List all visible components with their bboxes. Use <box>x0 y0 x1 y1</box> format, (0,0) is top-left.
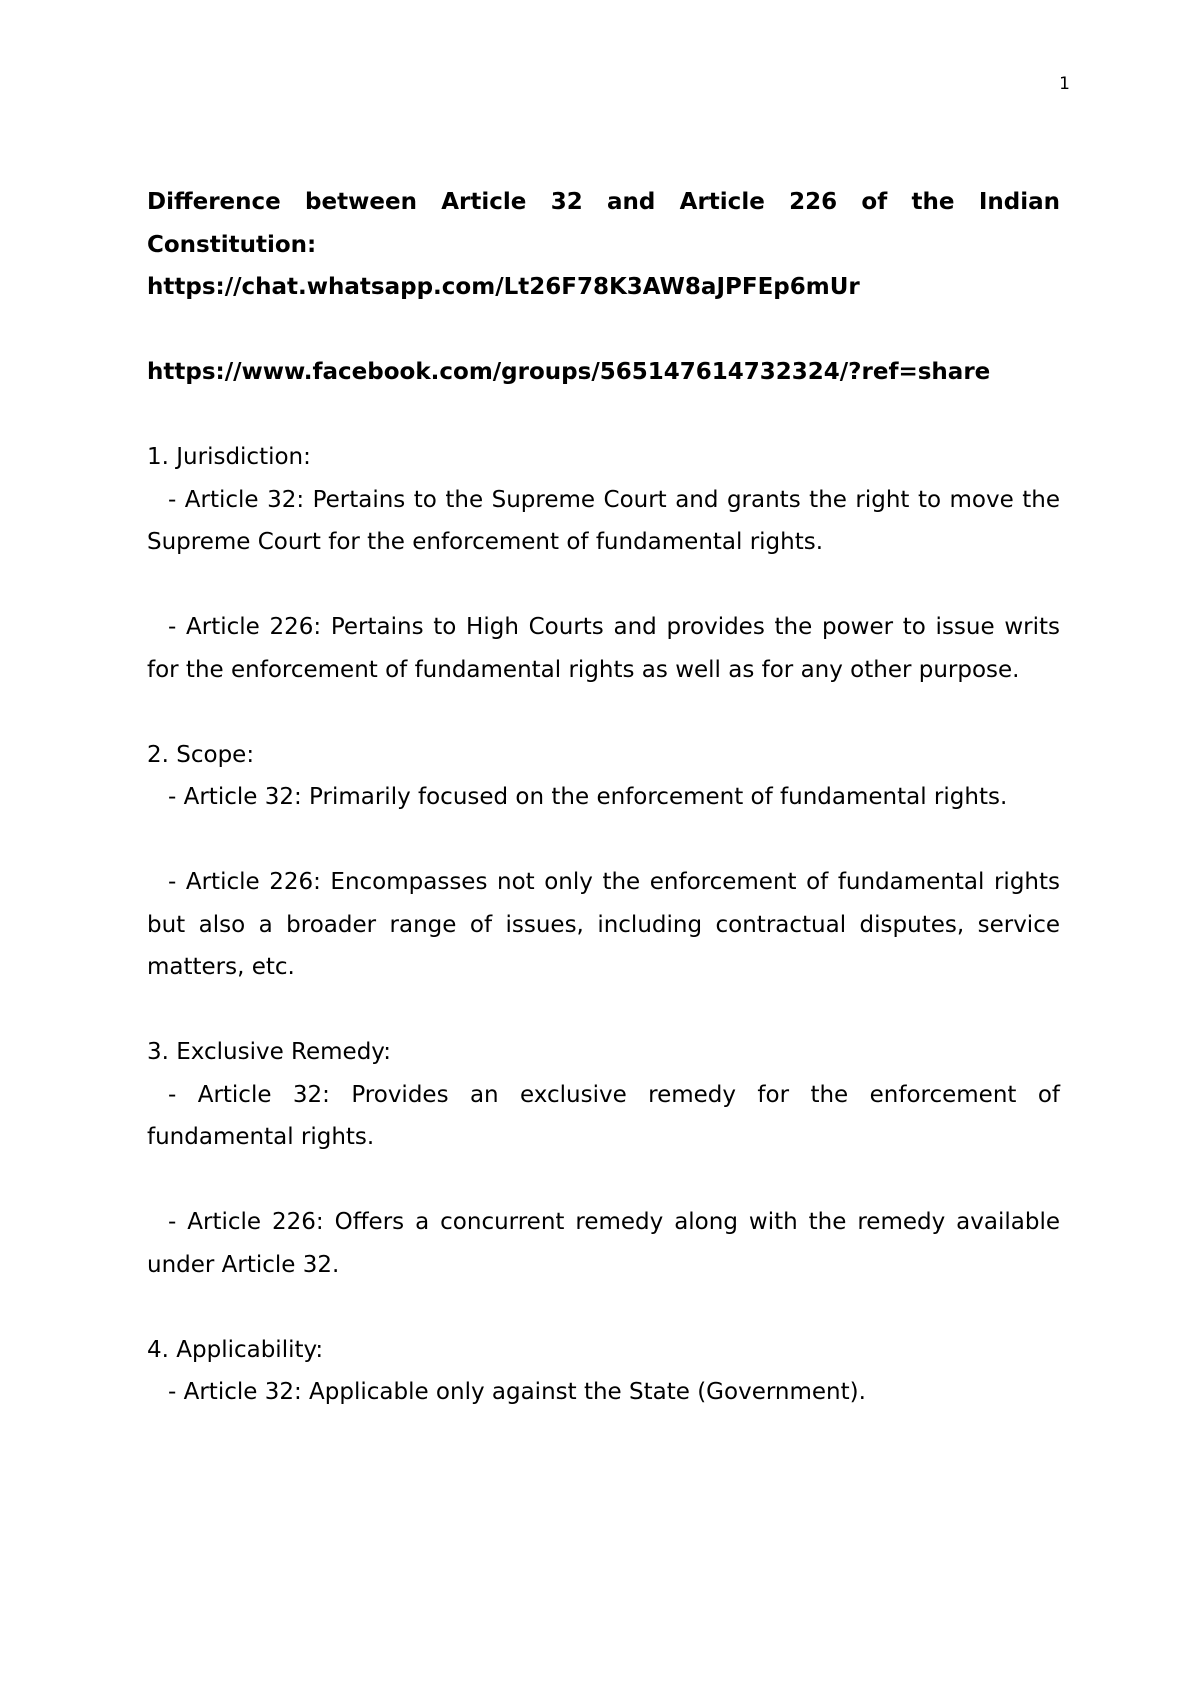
section-heading-scope: 2. Scope: <box>147 741 255 768</box>
list-item: - Article 226: Offers a concurrent remedy along with the remedy available under Article 32. <box>147 1209 1060 1278</box>
document-body <box>147 181 1060 1414</box>
list-item: - Article 226: Encompasses not only the enforcement of fundamental rights but also a broader range of issues, including contractual disputes, service matters, etc. <box>147 869 1060 980</box>
list-item: - Article 32: Pertains to the Supreme Court and grants the right to move the Supreme Court for the enforcement of fundamental rights. <box>147 486 1060 555</box>
spacer <box>147 1286 1060 1329</box>
spacer <box>147 394 1060 437</box>
list-item: - Article 32: Provides an exclusive remedy for the enforcement of fundamental rights. <box>147 1081 1060 1150</box>
section-heading-exclusive-remedy: 3. Exclusive Remedy: <box>147 1039 391 1065</box>
whatsapp-link[interactable]: https://chat.whatsapp.com/Lt26F78K3AW8aJPFEp6mUr <box>147 274 860 300</box>
spacer <box>147 309 1060 352</box>
spacer <box>147 691 1060 734</box>
spacer <box>147 1159 1060 1202</box>
document-title: Difference between Article 32 and Article 226 of the Indian Constitution: <box>147 189 1060 258</box>
facebook-link[interactable]: https://www.facebook.com/groups/565147614732324/?ref=share <box>147 359 991 385</box>
spacer <box>147 564 1060 607</box>
list-item: - Article 32: Primarily focused on the enforcement of fundamental rights. <box>168 784 1008 810</box>
spacer <box>147 989 1060 1032</box>
page-number: 1 <box>1059 74 1070 94</box>
list-item: - Article 32: Applicable only against the State (Government). <box>168 1379 866 1405</box>
section-heading-jurisdiction: 1. Jurisdiction: <box>147 444 311 470</box>
spacer <box>147 819 1060 862</box>
list-item: - Article 226: Pertains to High Courts and provides the power to issue writs for the enforcement of fundamental rights as well as for any other purpose. <box>147 614 1060 683</box>
section-heading-applicability: 4. Applicability: <box>147 1336 324 1363</box>
